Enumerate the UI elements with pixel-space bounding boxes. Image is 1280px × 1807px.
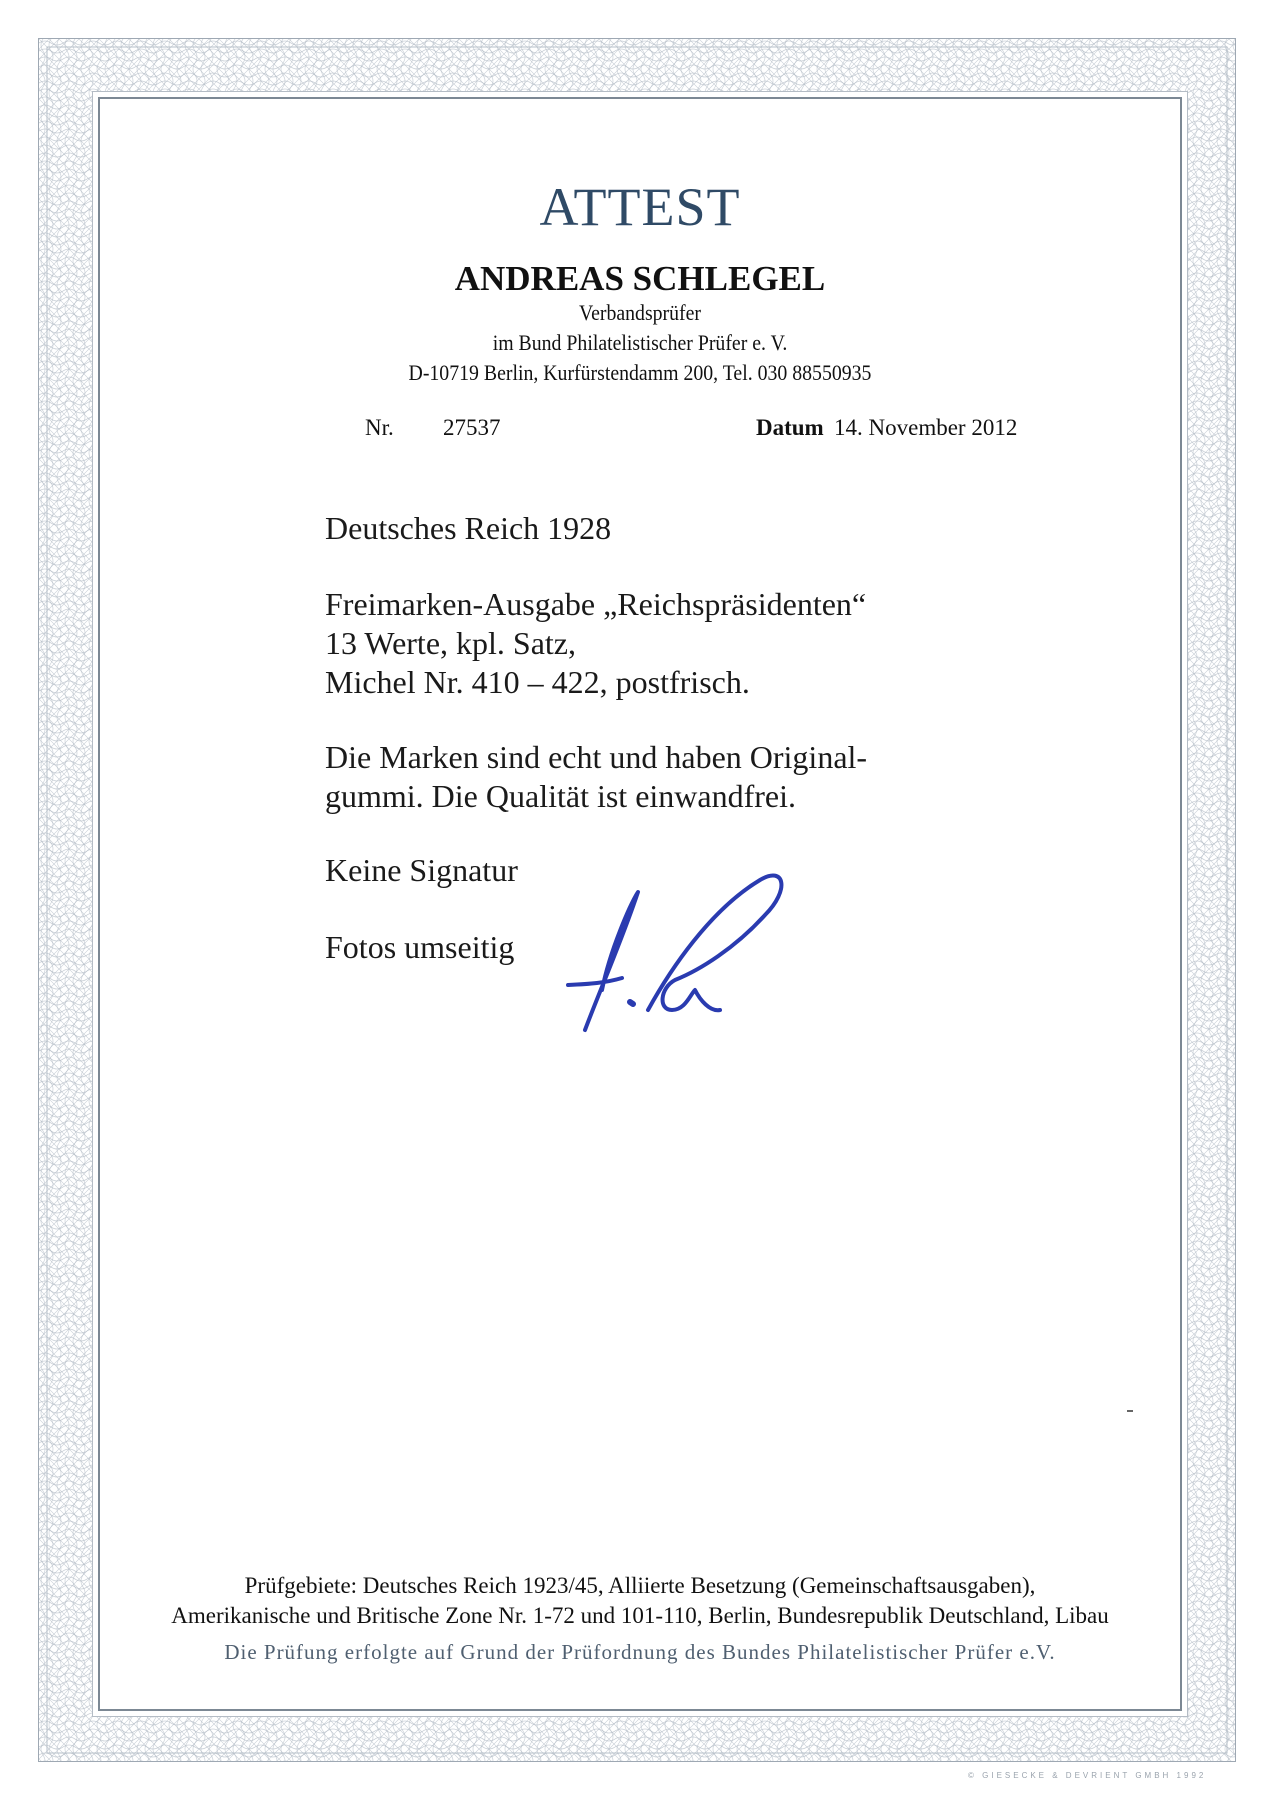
series-line-1: Freimarken-Ausgabe „Reichspräsidenten“ <box>325 586 867 622</box>
printer-mark: © GIESECKE & DEVRIENT GMBH 1992 <box>968 1771 1207 1780</box>
issue-line: Deutsches Reich 1928 <box>325 510 612 546</box>
examiner-name: ANDREAS SCHLEGEL <box>454 259 826 298</box>
regulation-note: Die Prüfung erfolgte auf Grund der Prüfordnung des Bundes Philatelistischer Prüfer e.V. <box>224 1640 1056 1664</box>
statement-line-2: gummi. Die Qualität ist einwandfrei. <box>325 778 796 814</box>
examination-fields-line-1: Prüfgebiete: Deutsches Reich 1923/45, Alliierte Besetzung (Gemeinschaftsausgaben), <box>244 1573 1036 1598</box>
scan-speck <box>1127 1410 1133 1412</box>
photos-note: Fotos umseitig <box>325 929 515 965</box>
handwritten-signature <box>560 850 800 1040</box>
certificate-title: ATTEST <box>539 177 741 237</box>
date-label: Datum <box>756 415 824 440</box>
series-line-3: Michel Nr. 410 – 422, postfrisch. <box>325 664 750 700</box>
certificate-date: 14. November 2012 <box>834 415 1018 440</box>
series-line-2: 13 Werte, kpl. Satz, <box>325 625 576 661</box>
examiner-role: Verbandsprüfer <box>578 300 702 325</box>
association-line: im Bund Philatelistischer Prüfer e. V. <box>492 330 788 355</box>
signature-note: Keine Signatur <box>325 852 518 888</box>
address-line: D-10719 Berlin, Kurfürstendamm 200, Tel. 030 88550935 <box>408 360 872 385</box>
number-label: Nr. <box>365 415 394 440</box>
certificate-number: 27537 <box>443 415 501 440</box>
statement-line-1: Die Marken sind echt und haben Original- <box>325 739 868 775</box>
examination-fields-line-2: Amerikanische und Britische Zone Nr. 1-72 und 101-110, Berlin, Bundesrepublik Deutschland, Libau <box>171 1603 1109 1628</box>
